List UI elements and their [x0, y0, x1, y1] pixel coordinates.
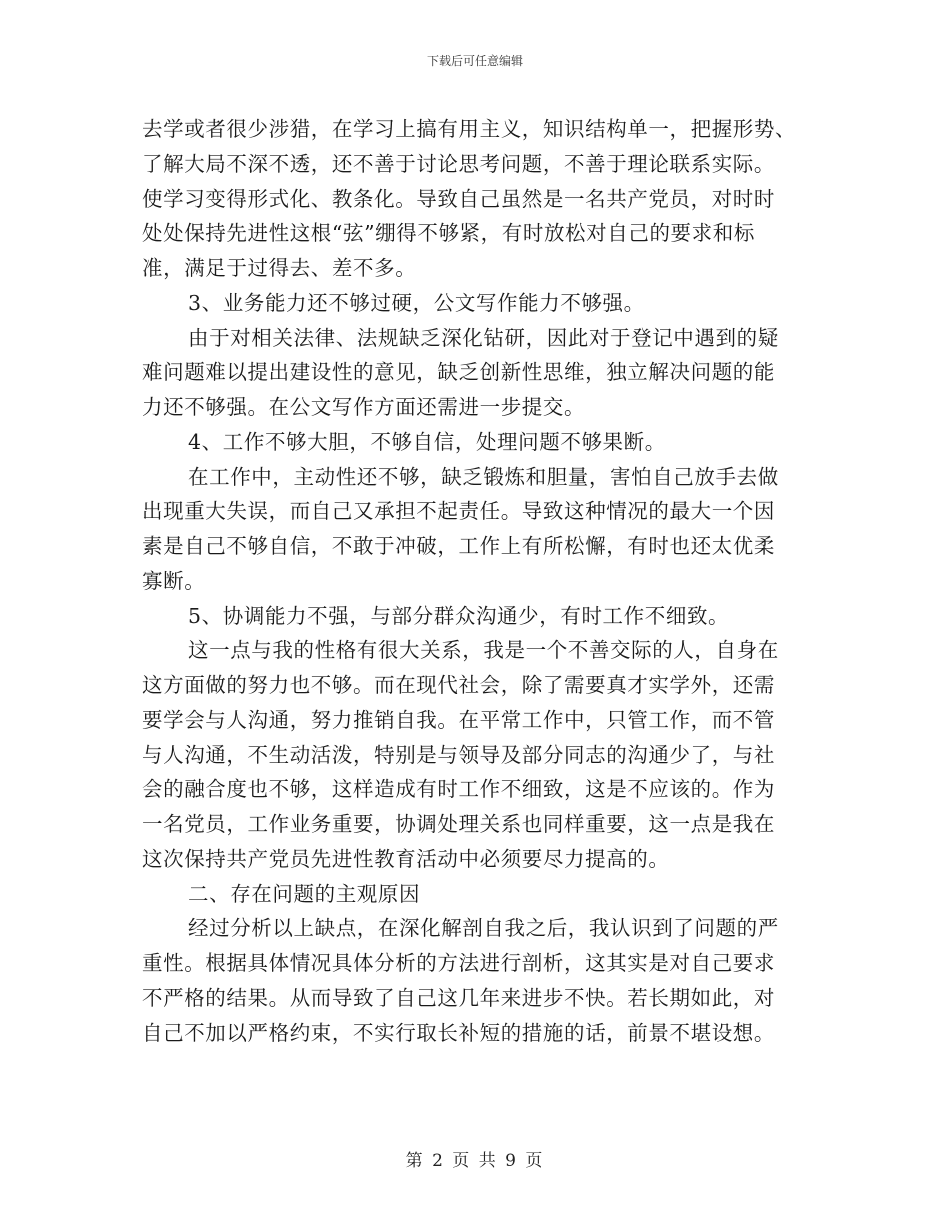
text-line: 处处保持先进性这根“弦”绷得不够紧，有时放松对自己的要求和标: [142, 221, 755, 246]
text-line: 要学会与人沟通，努力推销自我。在平常工作中，只管工作，而不管: [142, 707, 775, 732]
text-line: 素是自己不够自信，不敢于冲破，工作上有所松懈，有时也还太优柔: [142, 534, 775, 558]
text-line: 重性。根据具体情况具体分析的方法进行剖析，这其实是对自己要求: [142, 951, 775, 975]
text-line: 使学习变得形式化、教条化。导致自己虽然是一名共产党员，对时时: [142, 186, 775, 211]
text-line: 与人沟通，不生动活泼，特别是与领导及部分同志的沟通少了，与社: [142, 742, 775, 767]
text-line: 难问题难以提出建设性的意见，缺乏创新性思维，独立解决问题的能: [142, 360, 775, 385]
text-line: 这一点与我的性格有很大关系，我是一个不善交际的人，自身在: [188, 638, 779, 663]
text-line: 出现重大失误，而自己又承担不起责任。导致这种情况的最大一个因: [142, 499, 775, 524]
text-line: 准，满足于过得去、差不多。: [142, 256, 417, 280]
text-line: 3、业务能力还不够过硬，公文写作能力不够强。: [188, 290, 645, 315]
text-line: 二、存在问题的主观原因: [188, 881, 421, 906]
text-line: 由于对相关法律、法规缺乏深化钻研，因此对于登记中遇到的疑: [188, 325, 779, 350]
text-line: 会的融合度也不够，这样造成有时工作不细致，这是不应该的。作为: [142, 777, 775, 802]
text-line: 一名党员，工作业务重要，协调处理关系也同样重要，这一点是我在: [142, 812, 775, 836]
text-line: 经过分析以上缺点，在深化解剖自我之后，我认识到了问题的严: [188, 916, 779, 941]
text-line: 力还不够强。在公文写作方面还需进一步提交。: [142, 395, 586, 419]
text-line: 不严格的结果。从而导致了自己这几年来进步不快。若长期如此，对: [142, 985, 775, 1010]
text-line: 在工作中，主动性还不够，缺乏锻炼和胆量，害怕自己放手去做: [188, 464, 779, 489]
page-number-footer: 第 2 页 共 9 页: [405, 1151, 545, 1171]
text-line: 自己不加以严格约束，不实行取长补短的措施的话，前景不堪设想。: [142, 1020, 775, 1045]
page-header: 下载后可任意编辑: [426, 54, 523, 68]
text-line: 这次保持共产党员先进性教育活动中必须要尽力提高的。: [142, 846, 670, 871]
document-body: [142, 112, 802, 1050]
text-line: 5、协调能力不强，与部分群众沟通少，有时工作不细致。: [188, 603, 730, 628]
text-line: 4、工作不够大胆，不够自信，处理问题不够果断。: [188, 429, 666, 454]
text-line: 寡断。: [142, 568, 206, 593]
text-line: 这方面做的努力也不够。而在现代社会，除了需要真才实学外，还需: [142, 673, 775, 697]
text-line: 了解大局不深不透，还不善于讨论思考问题，不善于理论联系实际。: [142, 151, 775, 176]
text-line: 去学或者很少涉猎，在学习上搞有用主义，知识结构单一，把握形势、: [142, 117, 797, 141]
